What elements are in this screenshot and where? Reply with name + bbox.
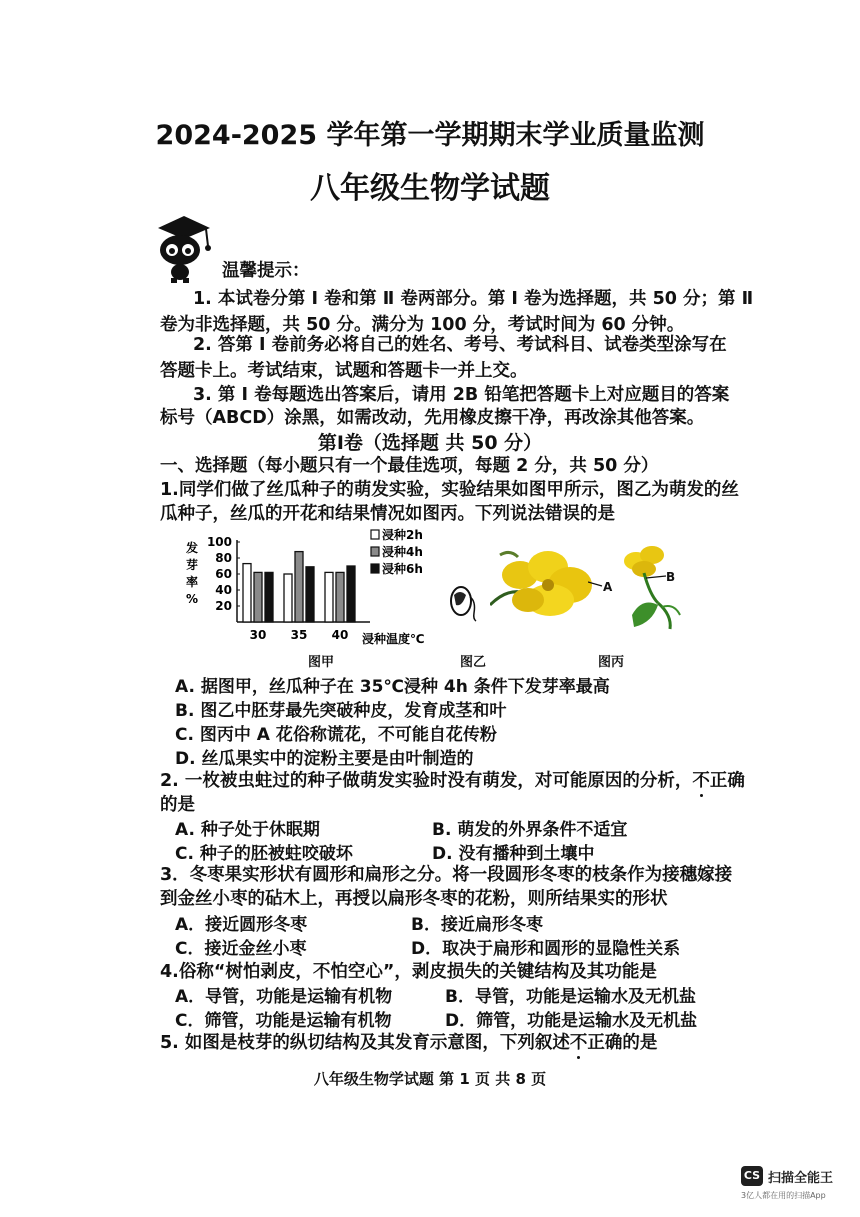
q2-option-b[interactable]: B. 萌发的外界条件不适宜 [432,820,628,840]
chart-ylabel-char: % [185,592,199,606]
pointer-line-b [646,572,668,586]
q1-stem-line-2: 瓜种子，丝瓜的开花和结果情况如图丙。下列说法错误的是 [160,504,615,524]
part-heading: 一、选择题（每小题只有一个最佳选项，每题 2 分，共 50 分） [160,456,659,476]
chart-ylabel-char: 发 [185,541,199,555]
tips-label: 温馨提示： [222,261,310,281]
germinating-seed-image [448,583,482,623]
q1-stem-line-1: 1.同学们做了丝瓜种子的萌发实验，实验结果如图甲所示，图乙为萌发的丝 [160,480,739,500]
q2-stem-line-1 [160,767,745,792]
chart-legend [371,527,423,576]
exam-title: 2024-2025 学年第一学期期末学业质量监测 [155,120,705,151]
chart-bar [306,567,314,622]
chart-ylabel [185,540,198,606]
label-b: B [666,570,676,584]
chart-y-ticks [207,535,240,613]
q2-stem-line-2: 的是 [160,795,195,815]
q3-stem-line-1: 3．冬枣果实形状有圆形和扁形之分。将一段圆形冬枣的枝条作为接穗嫁接 [160,865,733,885]
camscanner-tagline: 3亿人都在用的扫描App [741,1191,826,1200]
chart-y-tick-label: 40 [215,583,232,597]
figure-c-caption: 图丙 [598,655,625,670]
q1-option-a[interactable]: A. 据图甲，丝瓜种子在 35℃浸种 4h 条件下发芽率最高 [175,677,610,697]
q1-option-d[interactable]: D. 丝瓜果实中的淀粉主要是由叶制造的 [175,749,474,769]
mascot-scholar-icon [150,212,218,284]
q1-option-c[interactable]: C. 图丙中 A 花俗称谎花，不可能自花传粉 [175,725,497,745]
q3-option-b[interactable]: B．接近扁形冬枣 [411,915,543,935]
q2-stem-text-end: 正确 [709,771,745,791]
chart-xlabel: 浸种温度℃ [362,632,425,646]
camscanner-name: 扫描全能王 [768,1171,834,1186]
chart-y-tick-label: 60 [215,567,232,581]
chart-bars [243,552,355,622]
chart-x-ticks [250,628,349,642]
chart-x-tick-label: 35 [290,628,308,642]
tips-line-5: 3. 第 Ⅰ 卷每题选出答案后，请用 2B 铅笔把答题卡上对应题目的答案 [193,385,730,405]
chart-legend-label: 浸种4h [382,545,423,559]
tips-line-2: 卷为非选择题，共 50 分。满分为 100 分，考试时间为 60 分钟。 [160,315,685,335]
figure-a-caption: 图甲 [308,655,335,670]
chart-bar [325,572,333,622]
page-footer: 八年级生物学试题 第 1 页 共 8 页 [313,1070,547,1088]
q3-option-c[interactable]: C．接近金丝小枣 [175,939,307,959]
chart-ylabel-char: 芽 [185,558,199,572]
chart-bar [336,572,344,622]
chart-bar [284,574,292,622]
q2-option-c[interactable]: C. 种子的胚被蛀咬破坏 [175,844,353,864]
chart-bar [243,564,251,622]
chart-x-tick-label: 40 [331,628,349,642]
q5-emphasis-not: 不 [569,1033,588,1053]
chart-legend-swatch [371,564,379,573]
q4-option-b[interactable]: B．导管，功能是运输水及无机盐 [445,987,696,1007]
camscanner-logo-icon: CS [741,1166,763,1186]
q4-option-d[interactable]: D．筛管，功能是运输水及无机盐 [445,1011,698,1031]
chart-y-tick-label: 80 [215,551,232,565]
section-title: 第Ⅰ卷（选择题 共 50 分） [317,432,543,454]
chart-bar [295,552,303,622]
chart-y-tick-label: 100 [206,535,232,549]
tips-line-4: 答题卡上。考试结束，试题和答题卡一并上交。 [160,361,528,381]
q4-stem: 4.俗称“树怕剥皮，不怕空心”，剥皮损失的关键结构及其功能是 [160,962,657,982]
q4-option-c[interactable]: C．筛管，功能是运输有机物 [175,1011,392,1031]
tips-line-3: 2. 答第 Ⅰ 卷前务必将自己的姓名、考号、考试科目、试卷类型涂写在 [193,335,727,355]
q5-stem-text-end: 正确的是 [587,1033,658,1053]
q2-option-a[interactable]: A. 种子处于休眠期 [175,820,320,840]
q4-option-a[interactable]: A．导管，功能是运输有机物 [175,987,393,1007]
q1-option-b[interactable]: B. 图乙中胚芽最先突破种皮，发育成茎和叶 [175,701,507,721]
chart-legend-swatch [371,530,379,539]
chart-legend-label: 浸种2h [382,528,423,542]
label-a: A [603,580,613,594]
q3-option-d[interactable]: D．取决于扁形和圆形的显隐性关系 [411,939,681,959]
tips-line-6: 标号（ABCD）涂黑，如需改动，先用橡皮擦干净，再改涂其他答案。 [160,408,705,428]
q5-stem [160,1029,657,1054]
chart-y-tick-label: 20 [215,599,232,613]
chart-bar [254,572,262,622]
chart-legend-swatch [371,547,379,556]
chart-x-tick-label: 30 [249,628,267,642]
q2-emphasis-not: 不 [692,771,710,791]
germination-bar-chart [180,522,470,650]
q3-option-a[interactable]: A．接近圆形冬枣 [175,915,308,935]
exam-subtitle: 八年级生物学试题 [310,171,550,206]
figure-b-caption: 图乙 [460,655,487,670]
q5-stem-text: 5. 如图是枝芽的纵切结构及其发育示意图，下列叙述 [160,1033,570,1053]
luffa-female-flower-image [622,545,682,630]
chart-ylabel-char: 率 [185,575,199,589]
tips-line-1: 1. 本试卷分第 Ⅰ 卷和第 Ⅱ 卷两部分。第 Ⅰ 卷为选择题，共 50 分；第 Ⅱ [193,289,754,309]
chart-legend-label: 浸种6h [382,562,423,576]
q2-stem-text: 2. 一枚被虫蛀过的种子做萌发实验时没有萌发，对可能原因的分析， [160,771,693,791]
q2-option-d[interactable]: D. 没有播种到土壤中 [432,844,595,864]
chart-bar [347,566,355,622]
q3-stem-line-2: 到金丝小枣的砧木上，再授以扁形冬枣的花粉，则所结果实的形状 [160,889,668,909]
chart-bar [265,572,273,622]
